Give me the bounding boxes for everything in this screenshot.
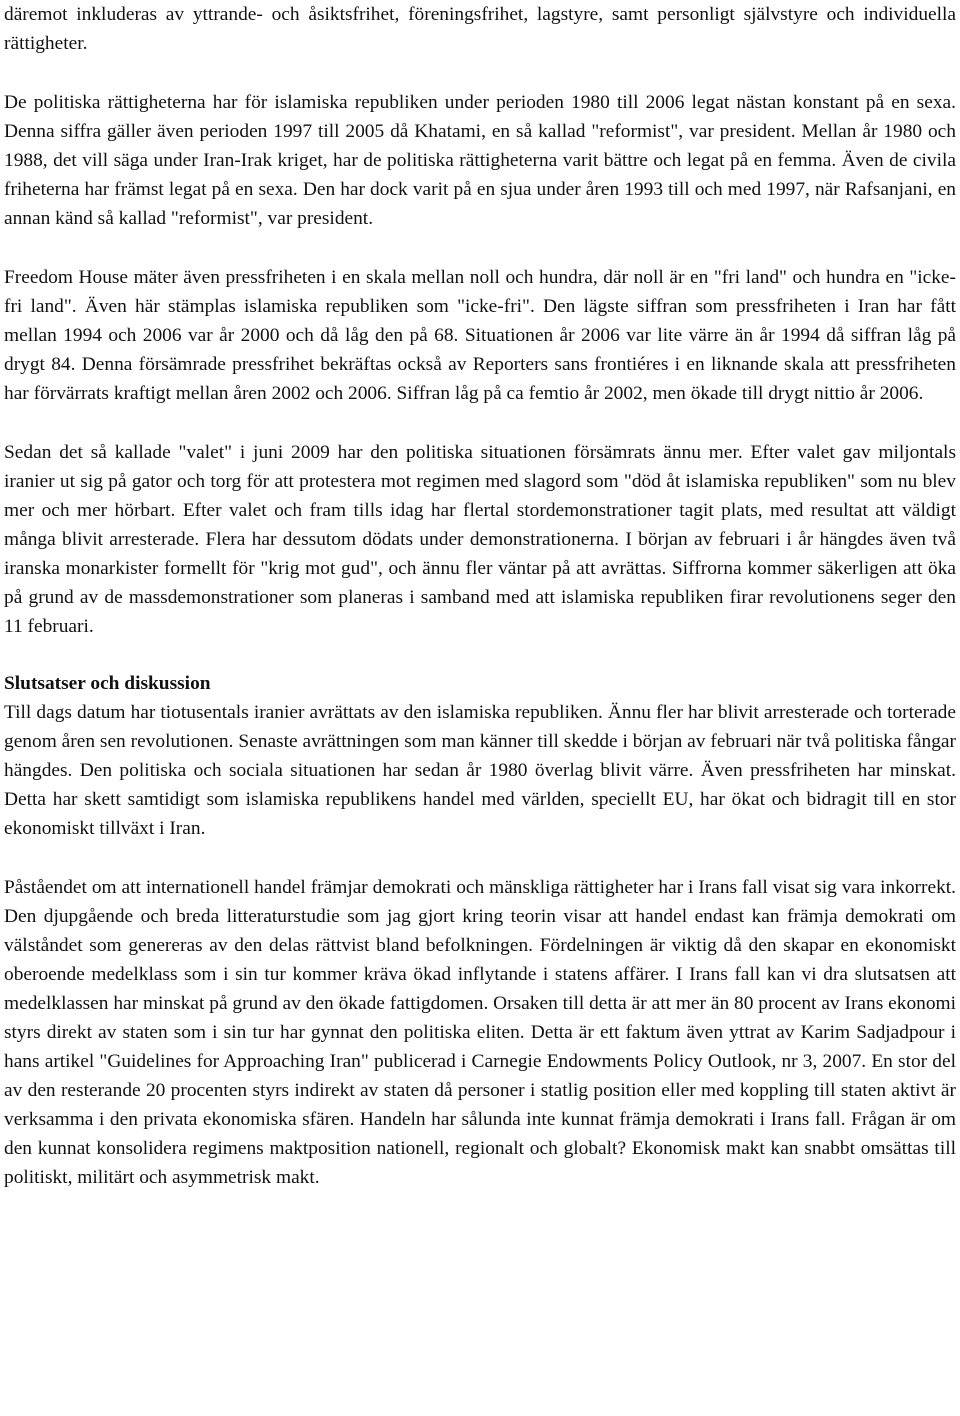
paragraph-press-freedom: Freedom House mäter även pressfriheten i en skala mellan noll och hundra, där noll är en "fri land" och hundra en "icke-fri land". Även här stämplas islamiska republiken som "icke-fri". Den lägste siffran som pressfriheten i Iran har fått mellan 1994 och 2006 var år 2000 och då låg den på 68. Situationen år 2006 var lite värre än år 1994 då siffran låg på drygt 84. Denna försämrade pressfrihet bekräftas också av Reporters sans frontiéres i en liknande skala att pressfriheten har förvärrats kraftigt mellan åren 2002 och 2006. Siffran låg på ca femtio år 2002, men ökade till drygt nittio år 2006.: [4, 267, 956, 404]
section-heading: Slutsatser och diskussion: [4, 673, 211, 694]
paragraph-political-rights: De politiska rättigheterna har för islamiska republiken under perioden 1980 till 2006 legat nästan konstant på en sexa. Denna siffra gäller även perioden 1997 till 2005 då Khatami, en så kallad "reformist", var president. Mellan år 1980 och 1988, det vill säga under Iran-Irak kriget, har de politiska rättigheterna varit bättre och legat på en femma. Även de civila friheterna har främst legat på en sexa. Den har dock varit på en sjua under åren 1993 till och med 1997, när Rafsanjani, en annan känd så kallad "reformist", var president.: [4, 92, 956, 229]
paragraph-election-2009: Sedan det så kallade "valet" i juni 2009 har den politiska situationen försämrats ännu mer. Efter valet gav miljontals iranier ut sig på gator och torg för att protestera mot regimen med slagord som "död åt islamiska republiken" som nu blev mer och mer hörbart. Efter valet och fram tills idag har flertal stordemonstrationer tagit plats, med resultat att väldigt många blivit arresterade. Flera har dessutom dödats under demonstrationerna. I början av februari i år hängdes även två iranska monarkister formellt för "krig mot gud", och ännu fler väntar på att avrättas. Siffrorna kommer säkerligen att öka på grund av de massdemonstrationer som planeras i samband med att islamiska republiken firar revolutionens seger den 11 februari.: [4, 442, 956, 637]
paragraph-conclusions: Till dags datum har tiotusentals iranier avrättats av den islamiska republiken. Ännu fler har blivit arresterade och torterade genom åren sen revolutionen. Senaste avrättningen som man känner till skedde i början av februari när två politiska fångar hängdes. Den politiska och sociala situationen har sedan år 1980 överlag blivit värre. Även pressfriheten har minskat. Detta har skett samtidigt som islamiska republikens handel med världen, speciellt EU, har ökat och bidragit till en stor ekonomiskt tillväxt i Iran.: [4, 702, 956, 839]
paragraph-rights-intro: däremot inkluderas av yttrande- och åsiktsfrihet, föreningsfrihet, lagstyre, samt personligt självstyre och individuella rättigheter.: [4, 4, 956, 54]
document-page: [4, 0, 956, 1192]
paragraph-discussion: Påståendet om att internationell handel främjar demokrati och mänskliga rättigheter har i Irans fall visat sig vara inkorrekt. Den djupgående och breda litteraturstudie som jag gjort kring teorin visar att handel endast kan främja demokrati om välståndet som genereras av den delas rättvist bland befolkningen. Fördelningen är viktig då den skapar en ekonomiskt oberoende medelklass som i sin tur kommer kräva ökad inflytande i statens affärer. I Irans fall kan vi dra slutsatsen att medelklassen har minskat på grund av den ökade fattigdomen. Orsaken till detta är att mer än 80 procent av Irans ekonomi styrs direkt av staten som i sin tur har gynnat den politiska eliten. Detta är ett faktum även yttrat av Karim Sadjadpour i hans artikel "Guidelines for Approaching Iran" publicerad i Carnegie Endowments Policy Outlook, nr 3, 2007. En stor del av den resterande 20 procenten styrs indirekt av staten då personer i statlig position eller med koppling till staten aktivt är verksamma i den privata ekonomiska sfären. Handeln har sålunda inte kunnat främja demokrati i Irans fall. Frågan är om den kunnat konsolidera regimens maktposition nationell, regionalt och globalt? Ekonomisk makt kan snabbt omsättas till politiskt, militärt och asymmetrisk makt.: [4, 877, 956, 1188]
